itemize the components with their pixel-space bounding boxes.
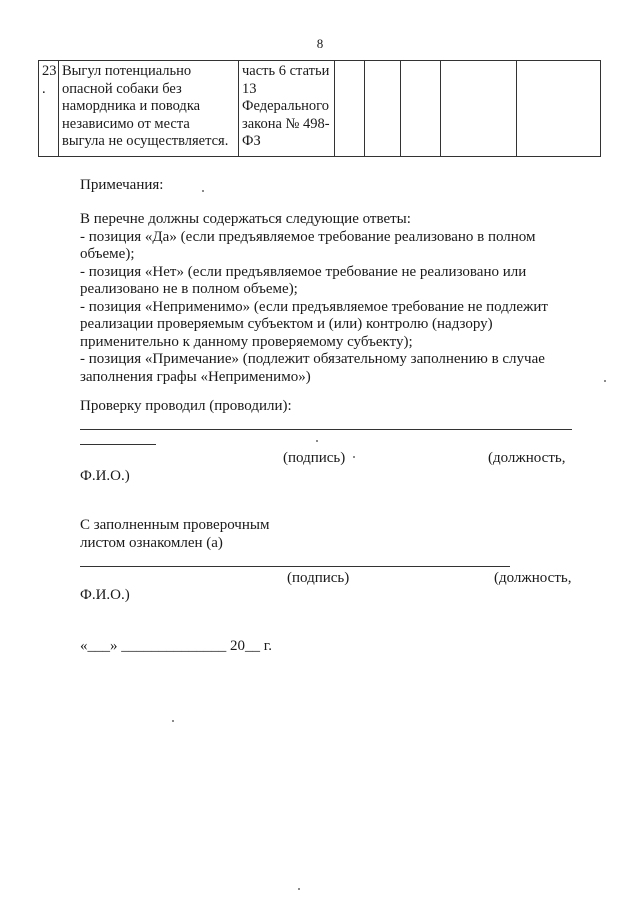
- row-legal-basis: часть 6 статьи 13 Федерального закона № 498- ФЗ: [239, 61, 335, 157]
- acquaintance-title: С заполненным проверочным листом ознакомлен (а): [80, 517, 270, 551]
- scan-speck: [353, 456, 355, 458]
- acquaintance-position-label: (должность,: [494, 570, 572, 586]
- date-line[interactable]: «___» ______________ 20__ г.: [80, 638, 272, 654]
- notes-title: Примечания:: [80, 177, 164, 193]
- scan-speck: [316, 440, 318, 442]
- answer-cell-note[interactable]: [441, 61, 517, 157]
- checklist-table: [38, 60, 601, 157]
- acquaintance-signature-line[interactable]: [80, 566, 510, 567]
- inspector-signature-line[interactable]: [80, 429, 572, 430]
- scan-speck: [202, 190, 204, 192]
- inspection-title: Проверку проводил (проводили):: [80, 398, 292, 414]
- inspector-short-line[interactable]: [80, 444, 156, 445]
- answer-cell-extra[interactable]: [517, 61, 601, 157]
- table-row: [39, 61, 601, 157]
- notes-body: В перечне должны содержаться следующие ответы: - позиция «Да» (если предъявляемое требование реализовано в полном объеме); - позиция «Нет» (если предъявляемое требование не реализовано или реализовано не в полном объеме); - позиция «Неприменимо» (если предъявляемое требование не подлежит реализации проверяемым субъектом и (или) контролю (надзору) применительно к данному проверяемому субъекту); - позиция «Примечание» (подлежит обязательному заполнению в случае заполнения графы «Неприменимо»): [80, 211, 548, 385]
- row-question: Выгул потенциально опасной собаки без намордника и поводка независимо от места выгула не осуществляется.: [59, 61, 239, 157]
- scan-speck: [604, 380, 606, 382]
- scan-speck: [172, 720, 174, 722]
- inspector-fio-label: Ф.И.О.): [80, 468, 130, 484]
- acquaintance-signature-label: (подпись): [287, 570, 350, 586]
- scan-speck: [298, 888, 300, 890]
- row-number: 23 .: [39, 61, 59, 157]
- inspector-signature-label: (подпись): [283, 450, 346, 466]
- acquaintance-fio-label: Ф.И.О.): [80, 587, 130, 603]
- answer-cell-not-applicable[interactable]: [401, 61, 441, 157]
- inspector-position-label: (должность,: [488, 450, 566, 466]
- page-number: 8: [316, 36, 324, 51]
- answer-cell-yes[interactable]: [335, 61, 365, 157]
- answer-cell-no[interactable]: [365, 61, 401, 157]
